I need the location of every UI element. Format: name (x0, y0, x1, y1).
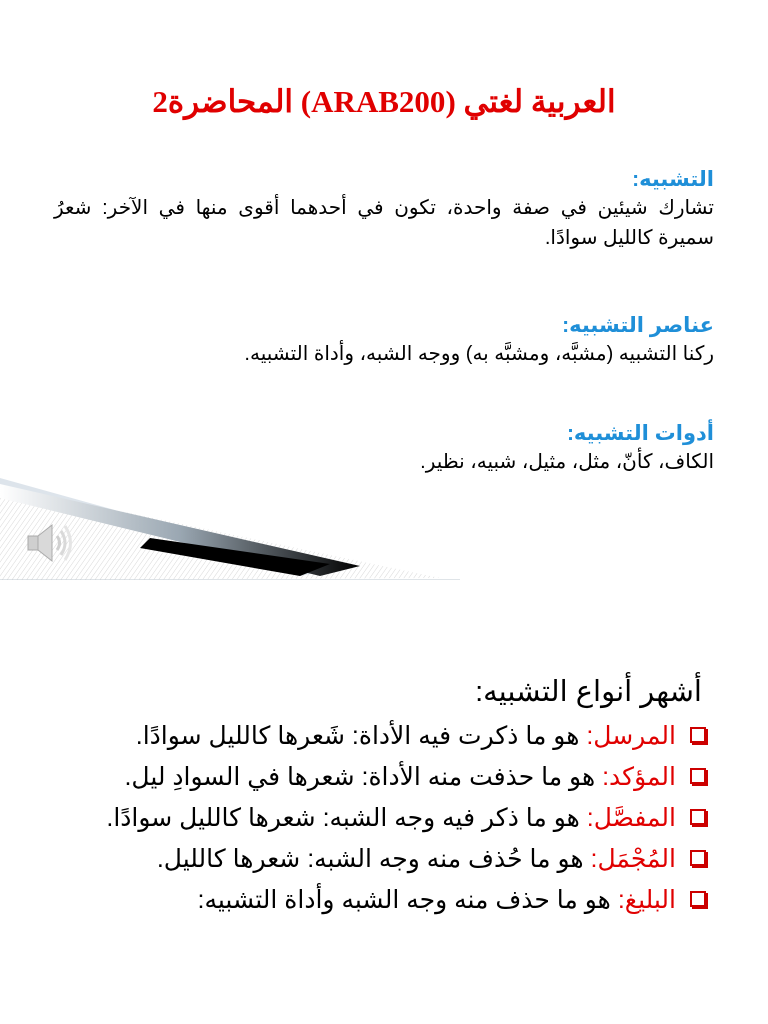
type-description: هو ما ذكرت فيه الأداة: شَعرها كالليل سوادًا. (135, 722, 587, 750)
section-body: الكاف، كأنّ، مثل، مثيل، شبيه، نظير. (420, 451, 714, 473)
section-heading: عناصر التشبيه: (562, 314, 714, 337)
type-term: المؤكد: (602, 763, 676, 791)
type-description: هو ما حذفت منه الأداة: شعرها في السوادِ ليل. (124, 763, 603, 791)
definition-section (54, 166, 714, 253)
list-item (56, 716, 706, 756)
section-body: تشارك شيئين في صفة واحدة، تكون في أحدهما أقوى منها في الآخر: شعرُ سميرة كالليل سوادًا. (54, 197, 714, 249)
speaker-icon[interactable] (26, 521, 74, 565)
type-description: هو ما حُذف منه وجه الشبه: شعرها كالليل. (156, 845, 591, 873)
checkbox-bullet-icon (690, 850, 706, 866)
type-term: المرسل: (586, 722, 676, 750)
section-heading: التشبيه: (632, 168, 714, 191)
types-heading: أشهر أنواع التشبيه: (475, 676, 702, 708)
list-item (56, 880, 706, 920)
slide-2 (0, 580, 768, 1024)
elements-section (54, 312, 714, 369)
checkbox-bullet-icon (690, 727, 706, 743)
checkbox-bullet-icon (690, 891, 706, 907)
list-item (56, 757, 706, 797)
checkbox-bullet-icon (690, 768, 706, 784)
type-term: البليغ: (617, 886, 676, 914)
checkbox-bullet-icon (690, 809, 706, 825)
list-item (56, 798, 706, 838)
section-body: ركنا التشبيه (مشبَّه، ومشبَّه به) ووجه الشبه، وأداة التشبيه. (244, 343, 714, 365)
type-description: هو ما ذكر فيه وجه الشبه: شعرها كالليل سوادًا. (106, 804, 587, 832)
tools-section (54, 420, 714, 477)
type-term: المُجْمَل: (590, 845, 676, 873)
type-description: هو ما حذف منه وجه الشبه وأداة التشبيه: (197, 886, 618, 914)
section-heading: أدوات التشبيه: (566, 422, 714, 445)
types-list (56, 716, 706, 921)
type-term: المفصَّل: (586, 804, 676, 832)
list-item (56, 839, 706, 879)
slide-title: العربية لغتي (ARAB200) المحاضرة2 (152, 84, 616, 119)
